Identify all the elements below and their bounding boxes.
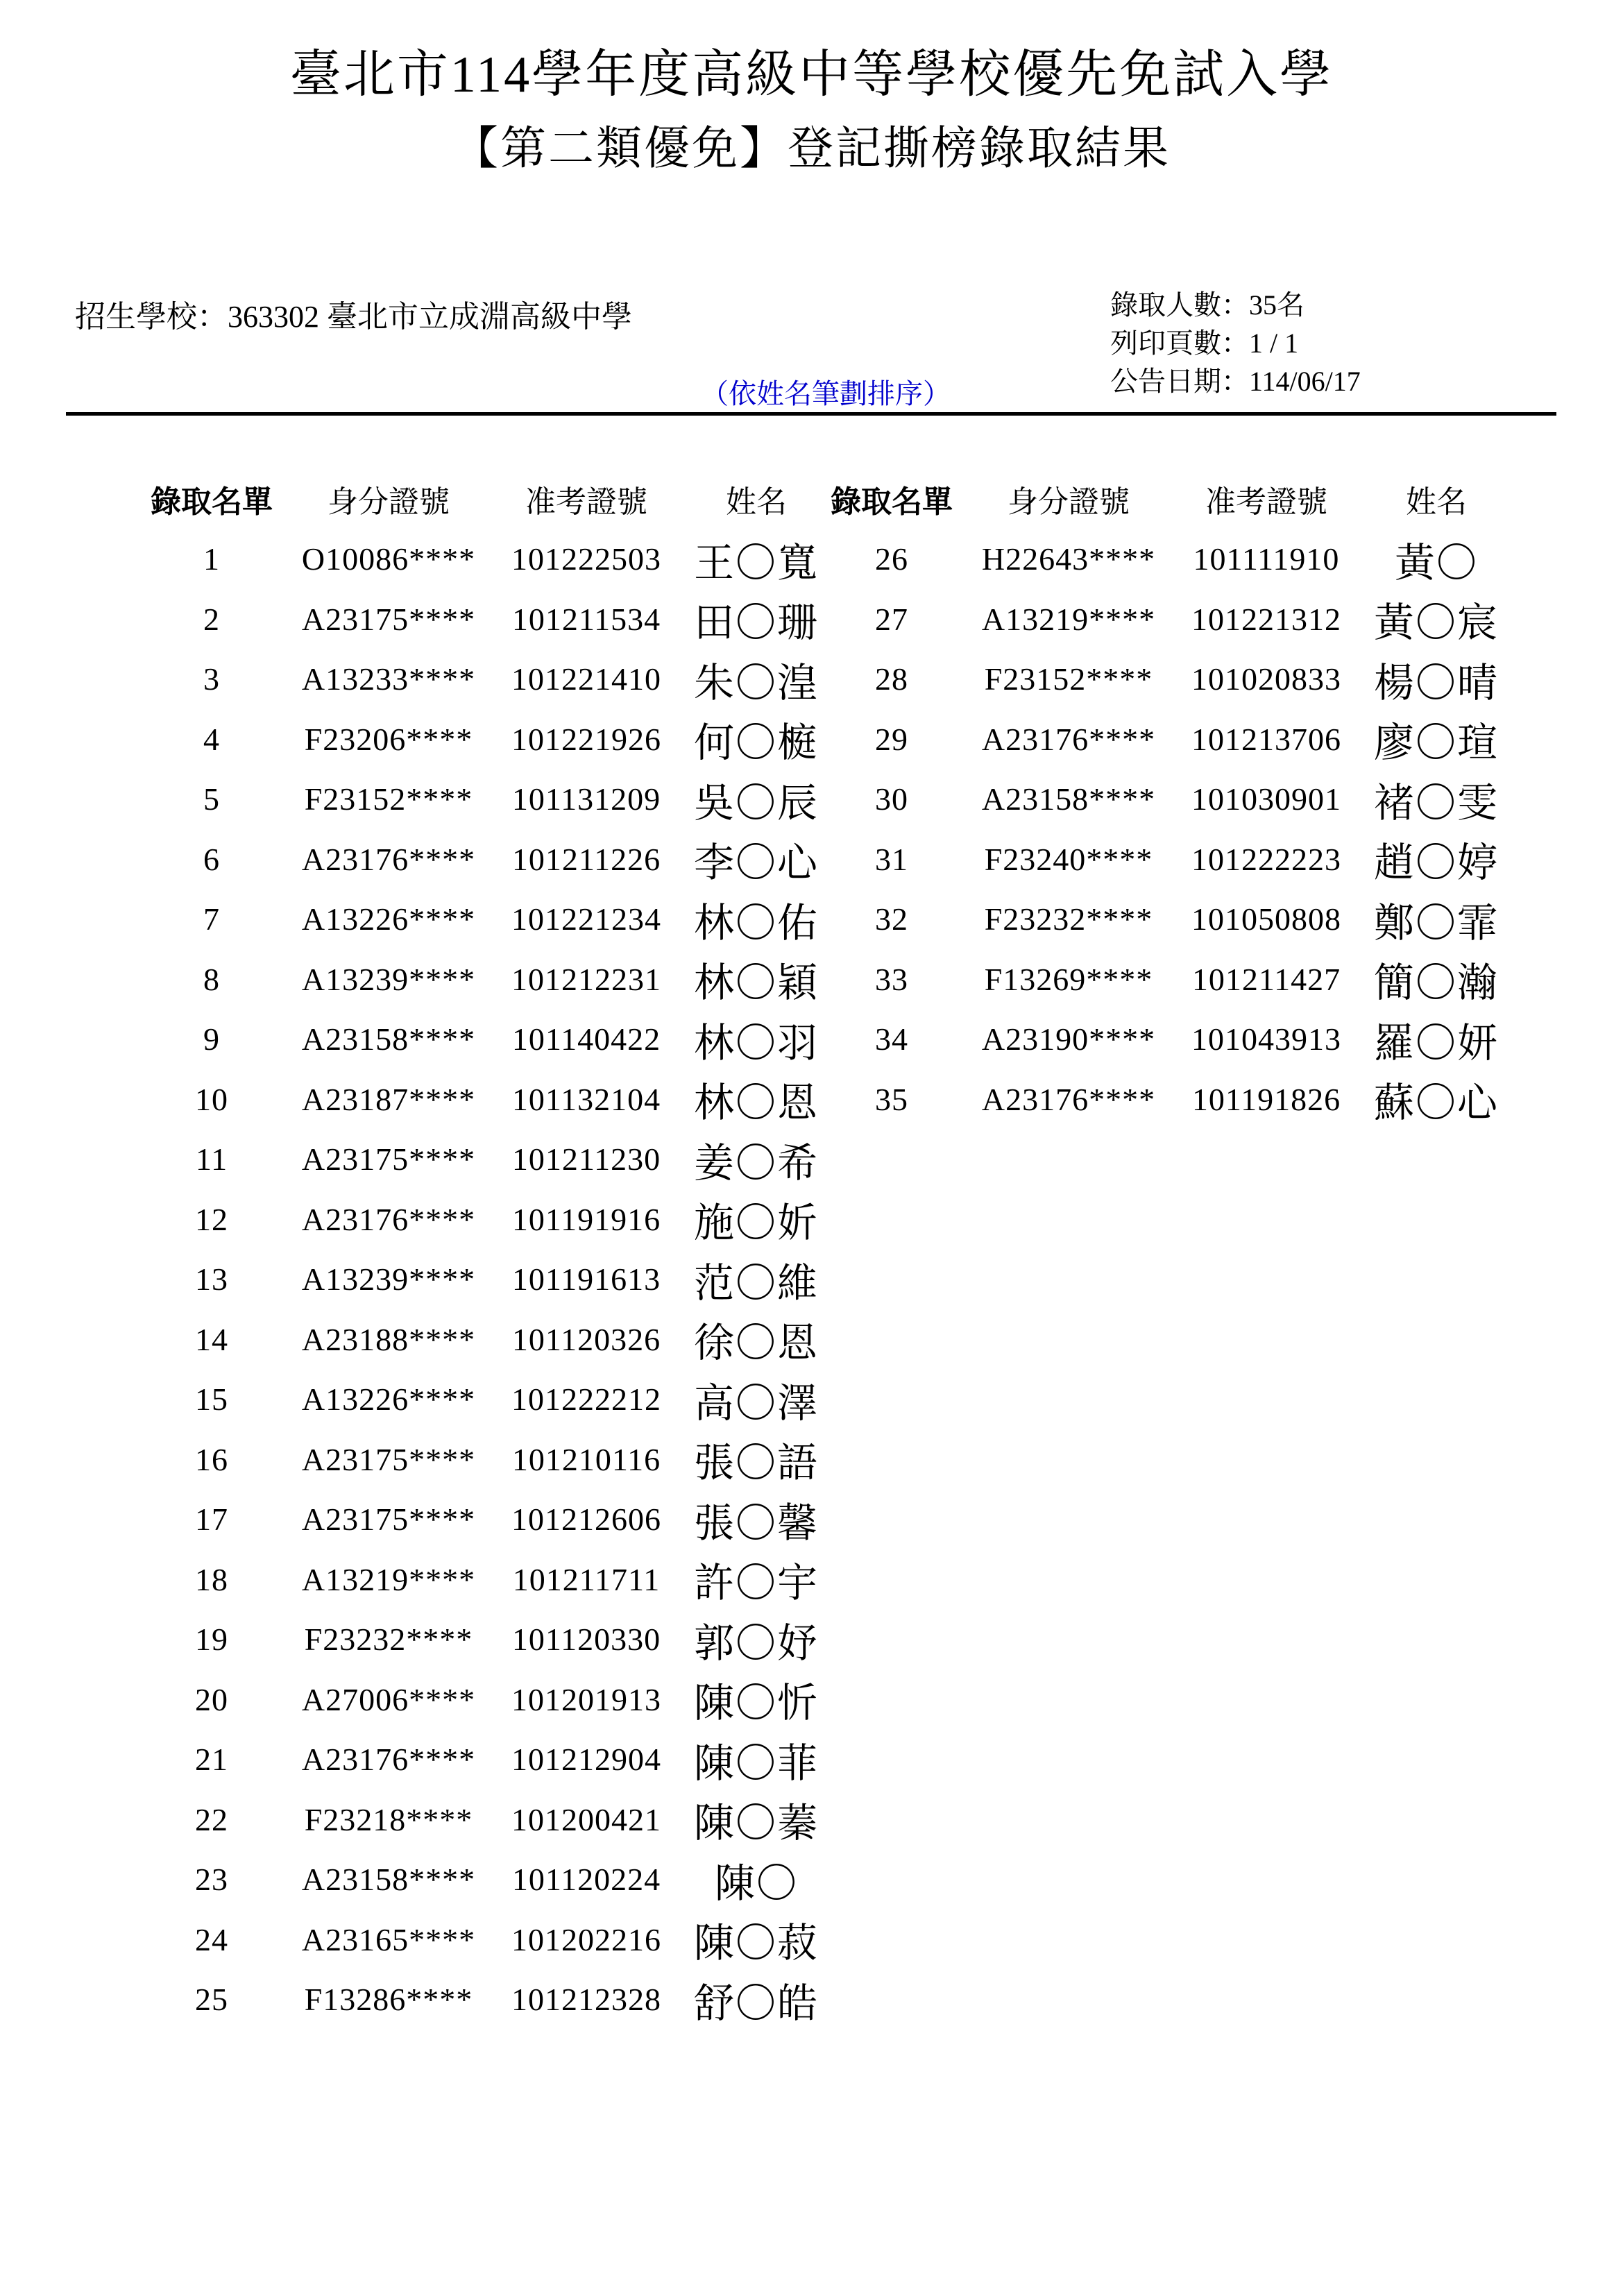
id-masked: A23187**** bbox=[301, 1081, 476, 1117]
announce-date: 公告日期：114/06/17 bbox=[1110, 366, 1361, 397]
student-name: 黃〇宸 bbox=[1374, 600, 1499, 646]
exam-number: 101211711 bbox=[512, 1561, 661, 1597]
row-number: 9 bbox=[203, 1021, 220, 1057]
exam-number: 101212328 bbox=[511, 1982, 661, 2018]
row-number: 2 bbox=[203, 601, 220, 637]
row-number: 12 bbox=[195, 1201, 228, 1237]
student-name: 張〇語 bbox=[694, 1440, 819, 1486]
student-name: 陳〇菽 bbox=[694, 1921, 819, 1966]
row-number: 13 bbox=[195, 1261, 228, 1298]
row-number: 33 bbox=[875, 961, 908, 997]
row-number: 27 bbox=[875, 601, 908, 637]
column-header: 准考證號 bbox=[525, 485, 647, 520]
row-number: 28 bbox=[875, 661, 908, 697]
row-number: 11 bbox=[195, 1141, 228, 1177]
exam-number: 101222223 bbox=[1191, 841, 1341, 877]
school-info: 招生學校：363302 臺北市立成淵高級中學 bbox=[75, 300, 632, 334]
student-name: 田〇珊 bbox=[694, 600, 819, 646]
exam-number: 101191613 bbox=[511, 1261, 661, 1298]
id-masked: A23175**** bbox=[301, 601, 476, 637]
exam-number: 101212606 bbox=[511, 1502, 661, 1538]
row-number: 6 bbox=[203, 841, 220, 877]
student-name: 蘇〇心 bbox=[1374, 1080, 1499, 1126]
student-name: 褚〇雯 bbox=[1374, 780, 1499, 826]
exam-number: 101043913 bbox=[1191, 1021, 1341, 1057]
exam-number: 101221312 bbox=[1191, 601, 1341, 637]
id-masked: A23165**** bbox=[301, 1921, 476, 1957]
exam-number: 101120326 bbox=[511, 1321, 661, 1357]
exam-number: 101050808 bbox=[1191, 901, 1341, 937]
page-title-line1: 臺北市114學年度高級中等學校優先免試入學 bbox=[289, 46, 1334, 103]
exam-number: 101222212 bbox=[511, 1381, 661, 1418]
exam-number: 101211534 bbox=[511, 601, 661, 637]
sort-order-note: （依姓名筆劃排序） bbox=[701, 378, 951, 409]
exam-number: 101211427 bbox=[1191, 961, 1341, 997]
exam-number: 101222503 bbox=[511, 541, 661, 577]
row-number: 31 bbox=[875, 841, 908, 877]
row-number: 17 bbox=[195, 1502, 228, 1538]
row-number: 35 bbox=[875, 1081, 908, 1117]
column-header: 身分證號 bbox=[1008, 485, 1130, 520]
exam-number: 101020833 bbox=[1191, 661, 1341, 697]
admission-table-left bbox=[125, 469, 819, 2030]
column-header: 身分證號 bbox=[328, 485, 450, 520]
id-masked: A13219**** bbox=[301, 1561, 476, 1597]
student-name: 黃〇 bbox=[1394, 540, 1478, 586]
exam-number: 101212231 bbox=[511, 961, 661, 997]
student-name: 林〇佑 bbox=[694, 900, 819, 946]
column-header: 錄取名單 bbox=[831, 485, 953, 520]
exam-number: 101131209 bbox=[511, 781, 661, 817]
id-masked: H22643**** bbox=[981, 541, 1156, 577]
row-number: 15 bbox=[195, 1381, 228, 1418]
id-masked: A23176**** bbox=[981, 721, 1156, 757]
row-number: 22 bbox=[195, 1801, 228, 1837]
id-masked: F23152**** bbox=[304, 781, 473, 817]
id-masked: A23158**** bbox=[981, 781, 1156, 817]
student-name: 鄭〇霏 bbox=[1374, 900, 1499, 946]
id-masked: F23232**** bbox=[984, 901, 1153, 937]
exam-number: 101221234 bbox=[511, 901, 661, 937]
exam-number: 101030901 bbox=[1191, 781, 1341, 817]
student-name: 陳〇菲 bbox=[694, 1740, 819, 1786]
exam-number: 101200421 bbox=[511, 1801, 661, 1837]
student-name: 林〇穎 bbox=[694, 960, 819, 1006]
row-number: 23 bbox=[195, 1862, 228, 1898]
student-name: 朱〇湟 bbox=[694, 660, 819, 706]
id-masked: A23176**** bbox=[301, 1201, 476, 1237]
student-name: 姜〇希 bbox=[694, 1140, 819, 1186]
page-title-line2: 【第二類優免】登記撕榜錄取結果 bbox=[452, 124, 1171, 174]
id-masked: A13233**** bbox=[301, 661, 476, 697]
row-number: 18 bbox=[195, 1561, 228, 1597]
id-masked: F13269**** bbox=[984, 961, 1153, 997]
id-masked: A23175**** bbox=[301, 1502, 476, 1538]
student-name: 簡〇瀚 bbox=[1374, 960, 1499, 1006]
column-header: 姓名 bbox=[1406, 485, 1467, 520]
exam-number: 101191826 bbox=[1191, 1081, 1341, 1117]
id-masked: A13226**** bbox=[301, 901, 476, 937]
student-name: 楊〇晴 bbox=[1374, 660, 1499, 706]
admitted-count: 錄取人數：35名 bbox=[1110, 289, 1305, 321]
student-name: 徐〇恩 bbox=[694, 1320, 819, 1366]
divider-rule bbox=[66, 412, 1556, 416]
id-masked: A23188**** bbox=[301, 1321, 476, 1357]
row-number: 25 bbox=[195, 1982, 228, 2018]
print-pages: 列印頁數：1 / 1 bbox=[1110, 328, 1299, 359]
student-name: 高〇澤 bbox=[694, 1380, 819, 1426]
student-name: 何〇榳 bbox=[694, 720, 819, 766]
student-name: 施〇妡 bbox=[694, 1200, 819, 1246]
student-name: 羅〇妍 bbox=[1374, 1020, 1499, 1066]
row-number: 32 bbox=[875, 901, 908, 937]
row-number: 20 bbox=[195, 1681, 228, 1717]
id-masked: A23175**** bbox=[301, 1441, 476, 1477]
row-number: 29 bbox=[875, 721, 908, 757]
student-name: 許〇宇 bbox=[694, 1561, 819, 1606]
student-name: 林〇羽 bbox=[694, 1020, 819, 1066]
id-masked: A23176**** bbox=[981, 1081, 1156, 1117]
column-header: 准考證號 bbox=[1205, 485, 1327, 520]
student-name: 廖〇瑄 bbox=[1374, 720, 1499, 766]
student-name: 趙〇婷 bbox=[1374, 840, 1499, 886]
row-number: 8 bbox=[203, 961, 220, 997]
column-header: 錄取名單 bbox=[151, 485, 273, 520]
exam-number: 101211226 bbox=[511, 841, 661, 877]
student-name: 王〇寬 bbox=[694, 540, 819, 586]
row-number: 4 bbox=[203, 721, 220, 757]
id-masked: F23206**** bbox=[304, 721, 473, 757]
row-number: 1 bbox=[203, 541, 220, 577]
id-masked: F23218**** bbox=[304, 1801, 473, 1837]
id-masked: F23152**** bbox=[984, 661, 1153, 697]
row-number: 3 bbox=[203, 661, 220, 697]
student-name: 舒〇皓 bbox=[694, 1980, 819, 2026]
id-masked: F23240**** bbox=[984, 841, 1153, 877]
id-masked: A13219**** bbox=[981, 601, 1156, 637]
exam-number: 101111910 bbox=[1193, 541, 1340, 577]
row-number: 30 bbox=[875, 781, 908, 817]
student-name: 林〇恩 bbox=[694, 1080, 819, 1126]
student-name: 李〇心 bbox=[694, 840, 819, 886]
student-name: 吳〇辰 bbox=[694, 780, 819, 826]
row-number: 21 bbox=[195, 1742, 228, 1778]
row-number: 24 bbox=[195, 1921, 228, 1957]
id-masked: A23190**** bbox=[981, 1021, 1156, 1057]
row-number: 7 bbox=[203, 901, 220, 937]
exam-number: 101191916 bbox=[511, 1201, 661, 1237]
student-name: 張〇馨 bbox=[694, 1500, 819, 1546]
exam-number: 101213706 bbox=[1191, 721, 1341, 757]
id-masked: O10086**** bbox=[301, 541, 476, 577]
id-masked: A23176**** bbox=[301, 1742, 476, 1778]
exam-number: 101201913 bbox=[511, 1681, 661, 1717]
id-masked: A27006**** bbox=[301, 1681, 476, 1717]
exam-number: 101210116 bbox=[511, 1441, 661, 1477]
print-info-block bbox=[1110, 286, 1361, 400]
student-name: 范〇維 bbox=[694, 1260, 819, 1306]
exam-number: 101202216 bbox=[511, 1921, 661, 1957]
row-number: 5 bbox=[203, 781, 220, 817]
id-masked: F23232**** bbox=[304, 1622, 473, 1658]
column-header: 姓名 bbox=[726, 485, 787, 520]
id-masked: A23175**** bbox=[301, 1141, 476, 1177]
id-masked: A13226**** bbox=[301, 1381, 476, 1418]
id-masked: A23176**** bbox=[301, 841, 476, 877]
admission-table-right bbox=[805, 469, 1499, 1130]
row-number: 10 bbox=[195, 1081, 228, 1117]
student-name: 陳〇忻 bbox=[694, 1681, 819, 1726]
id-masked: F13286**** bbox=[304, 1982, 473, 2018]
row-number: 34 bbox=[875, 1021, 908, 1057]
id-masked: A13239**** bbox=[301, 1261, 476, 1298]
exam-number: 101120330 bbox=[511, 1622, 661, 1658]
row-number: 19 bbox=[195, 1622, 228, 1658]
exam-number: 101221926 bbox=[511, 721, 661, 757]
row-number: 26 bbox=[875, 541, 908, 577]
student-name: 陳〇 bbox=[714, 1860, 798, 1906]
id-masked: A13239**** bbox=[301, 961, 476, 997]
exam-number: 101132104 bbox=[511, 1081, 661, 1117]
row-number: 14 bbox=[195, 1321, 228, 1357]
exam-number: 101140422 bbox=[511, 1021, 661, 1057]
student-name: 郭〇妤 bbox=[694, 1620, 819, 1666]
exam-number: 101221410 bbox=[511, 661, 661, 697]
row-number: 16 bbox=[195, 1441, 228, 1477]
exam-number: 101120224 bbox=[511, 1862, 661, 1898]
student-name: 陳〇蓁 bbox=[694, 1801, 819, 1846]
exam-number: 101211230 bbox=[511, 1141, 661, 1177]
id-masked: A23158**** bbox=[301, 1862, 476, 1898]
id-masked: A23158**** bbox=[301, 1021, 476, 1057]
exam-number: 101212904 bbox=[511, 1742, 661, 1778]
